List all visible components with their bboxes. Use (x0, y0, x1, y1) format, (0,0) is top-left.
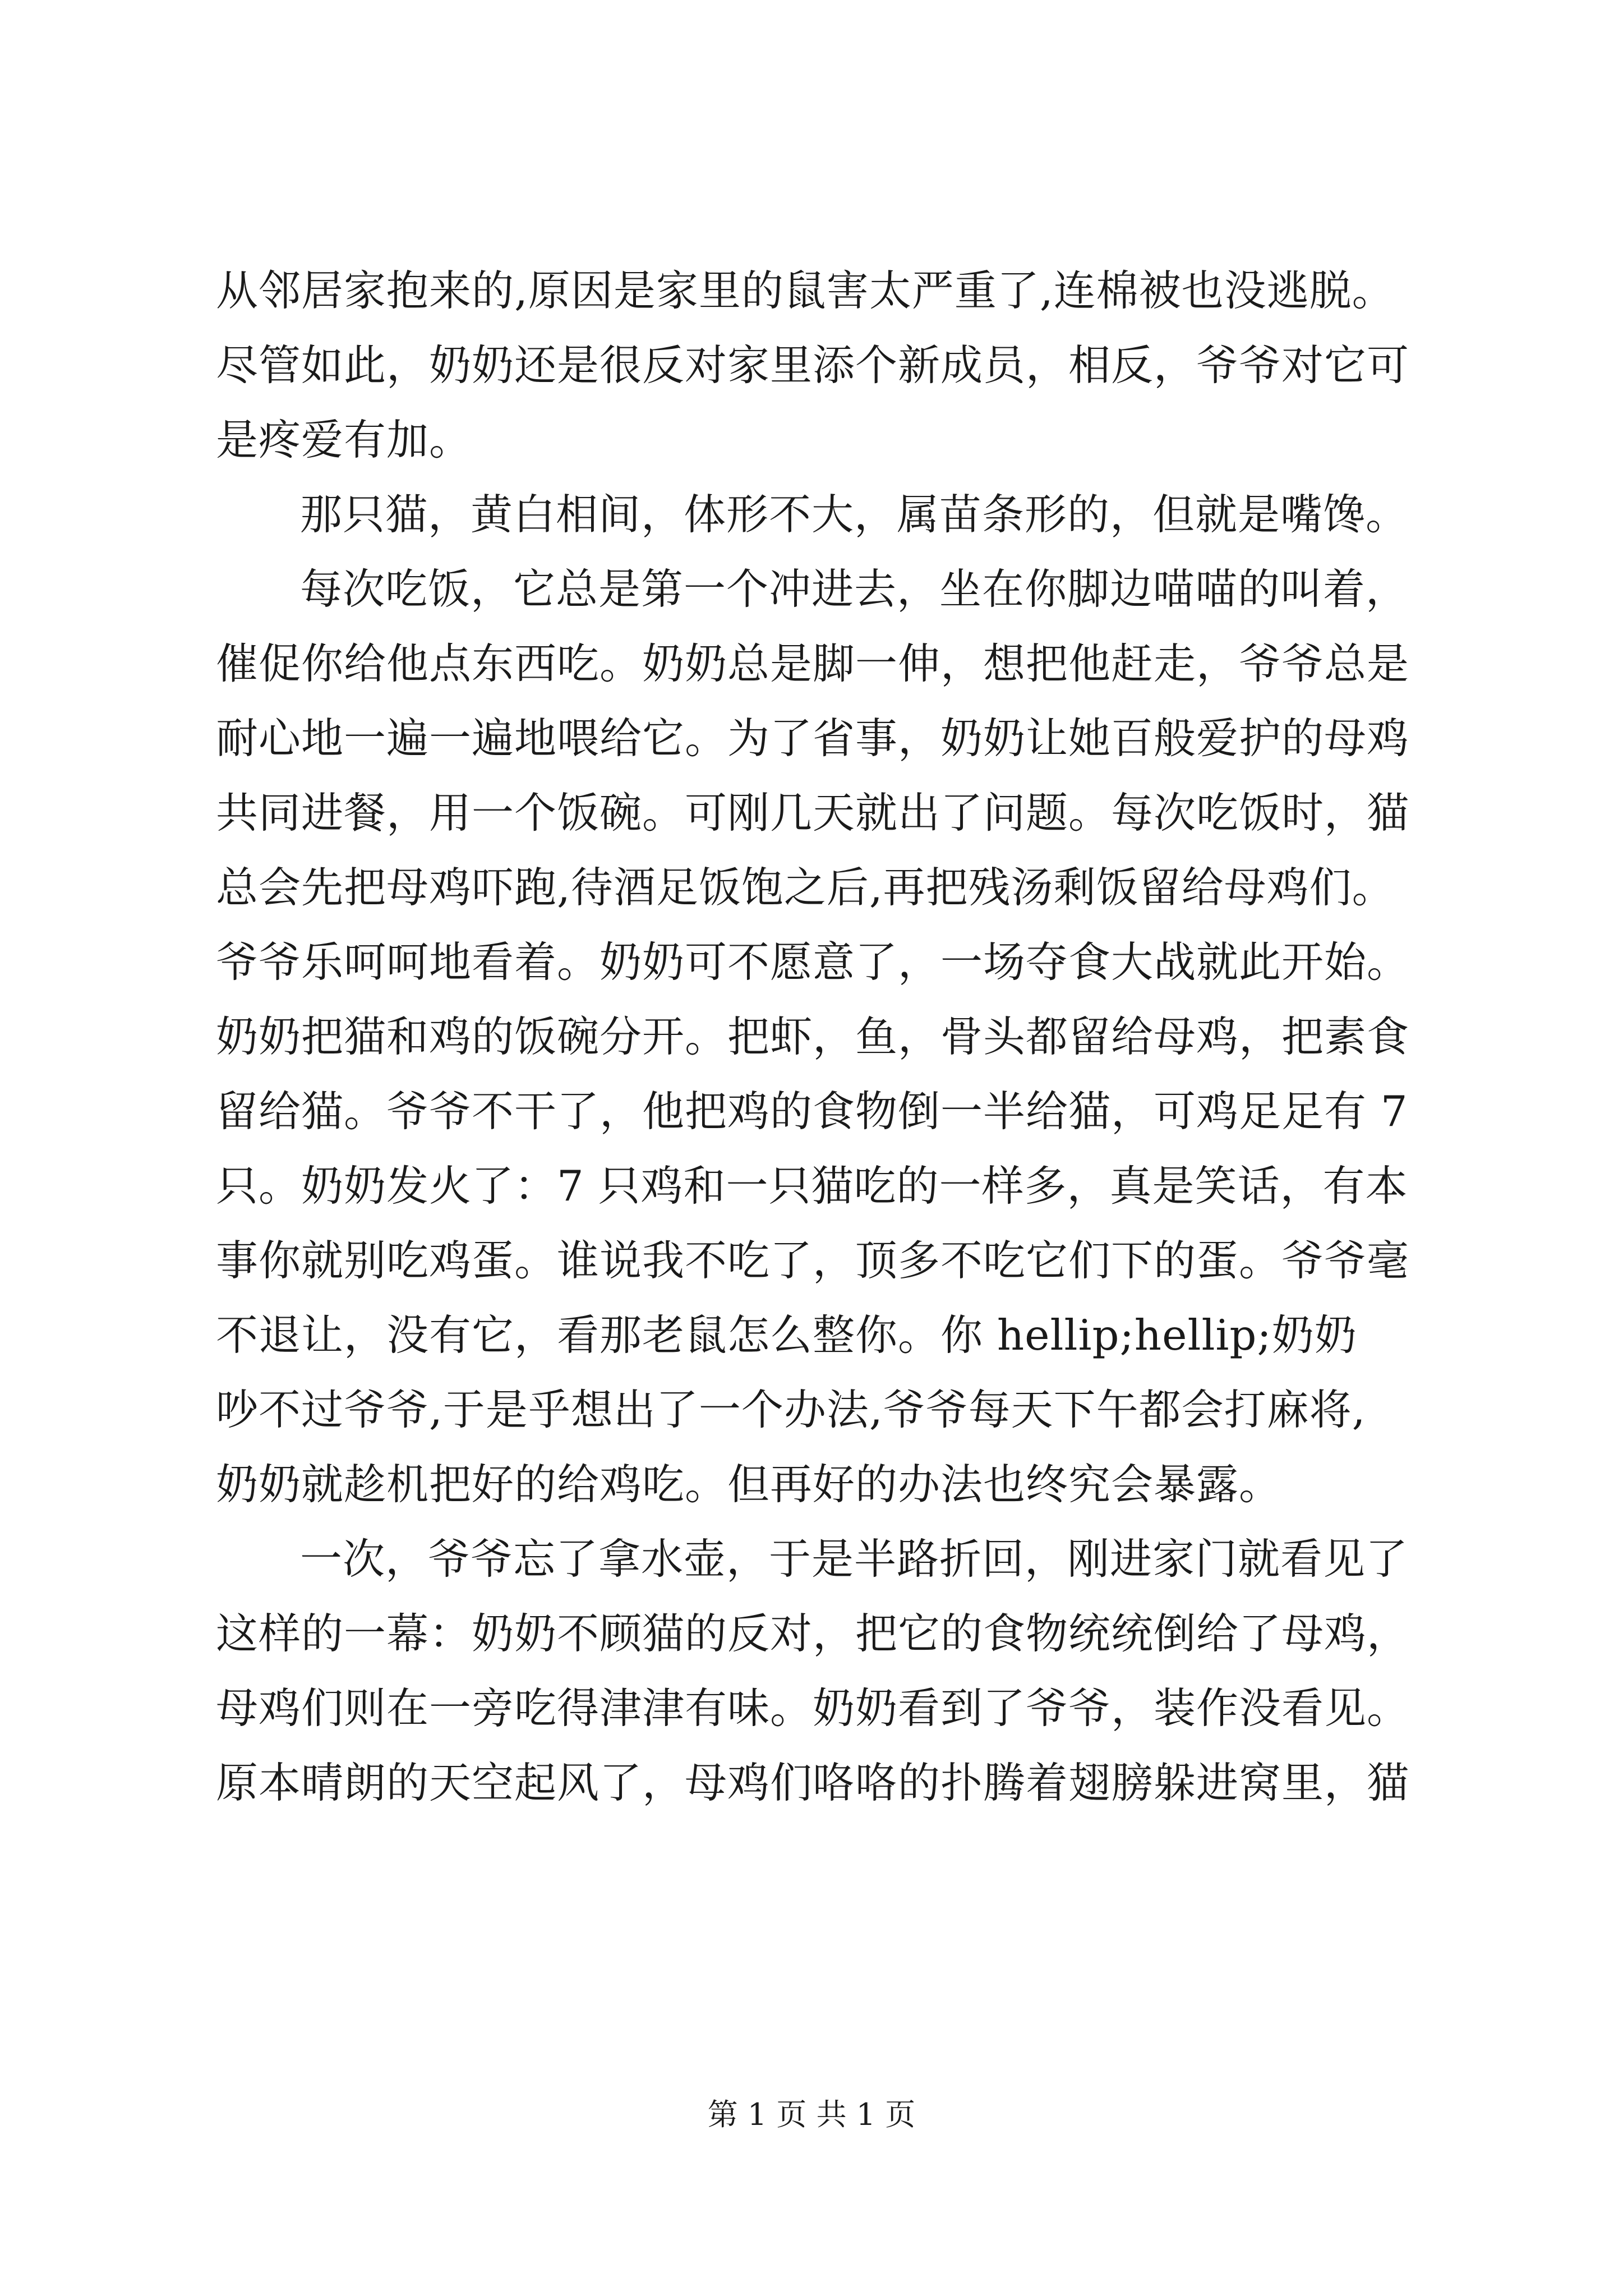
text-line: 奶奶就趁机把好的给鸡吃。但再好的办法也终究会暴露。 (216, 1460, 1282, 1509)
page-footer: 第 1 页 共 1 页 (707, 2097, 916, 2132)
text-line: 不退让，没有它，看那老鼠怎么整你。你 hellip;hellip;奶奶 (216, 1310, 1357, 1360)
text-line: 从邻居家抱来的,原因是家里的鼠害太严重了,连棉被也没逃脱。 (216, 266, 1395, 315)
text-line-paragraph-start: 一次，爷爷忘了拿水壶，于是半路折回，刚进家门就看见了 (300, 1534, 1409, 1584)
text-line: 原本晴朗的天空起风了，母鸡们咯咯的扑腾着翅膀躲进窝里，猫 (216, 1758, 1410, 1807)
text-line: 是疼爱有加。 (216, 415, 472, 464)
text-line: 总会先把母鸡吓跑,待酒足饭饱之后,再把残汤剩饭留给母鸡们。 (216, 863, 1395, 912)
text-line: 留给猫。爷爷不干了，他把鸡的食物倒一半给猫，可鸡足足有 7 (216, 1087, 1408, 1136)
text-line-paragraph-start: 那只猫，黄白相间，体形不大，属苗条形的，但就是嘴馋。 (300, 490, 1409, 539)
document-body (216, 254, 1422, 1820)
text-line: 只。奶奶发火了：7 只鸡和一只猫吃的一样多，真是笑话，有本 (216, 1161, 1408, 1211)
text-line: 吵不过爷爷,于是乎想出了一个办法,爷爷每天下午都会打麻将, (216, 1385, 1366, 1434)
text-line: 共同进餐，用一个饭碗。可刚几天就出了问题。每次吃饭时，猫 (216, 788, 1410, 838)
text-line: 爷爷乐呵呵地看着。奶奶可不愿意了，一场夺食大战就此开始。 (216, 937, 1410, 987)
text-line-paragraph-start: 每次吃饭，它总是第一个冲进去，坐在你脚边喵喵的叫着， (300, 564, 1409, 614)
text-line: 这样的一幕：奶奶不顾猫的反对，把它的食物统统倒给了母鸡， (216, 1609, 1410, 1658)
text-line: 事你就别吃鸡蛋。谁说我不吃了，顶多不吃它们下的蛋。爷爷毫 (216, 1236, 1410, 1285)
text-line: 耐心地一遍一遍地喂给它。为了省事，奶奶让她百般爱护的母鸡 (216, 714, 1410, 763)
text-line: 催促你给他点东西吃。奶奶总是脚一伸，想把他赶走，爷爷总是 (216, 639, 1410, 688)
text-line: 尽管如此，奶奶还是很反对家里添个新成员，相反，爷爷对它可 (216, 341, 1410, 390)
text-line: 母鸡们则在一旁吃得津津有味。奶奶看到了爷爷，装作没看见。 (216, 1683, 1410, 1733)
text-line: 奶奶把猫和鸡的饭碗分开。把虾，鱼，骨头都留给母鸡，把素食 (216, 1012, 1410, 1061)
